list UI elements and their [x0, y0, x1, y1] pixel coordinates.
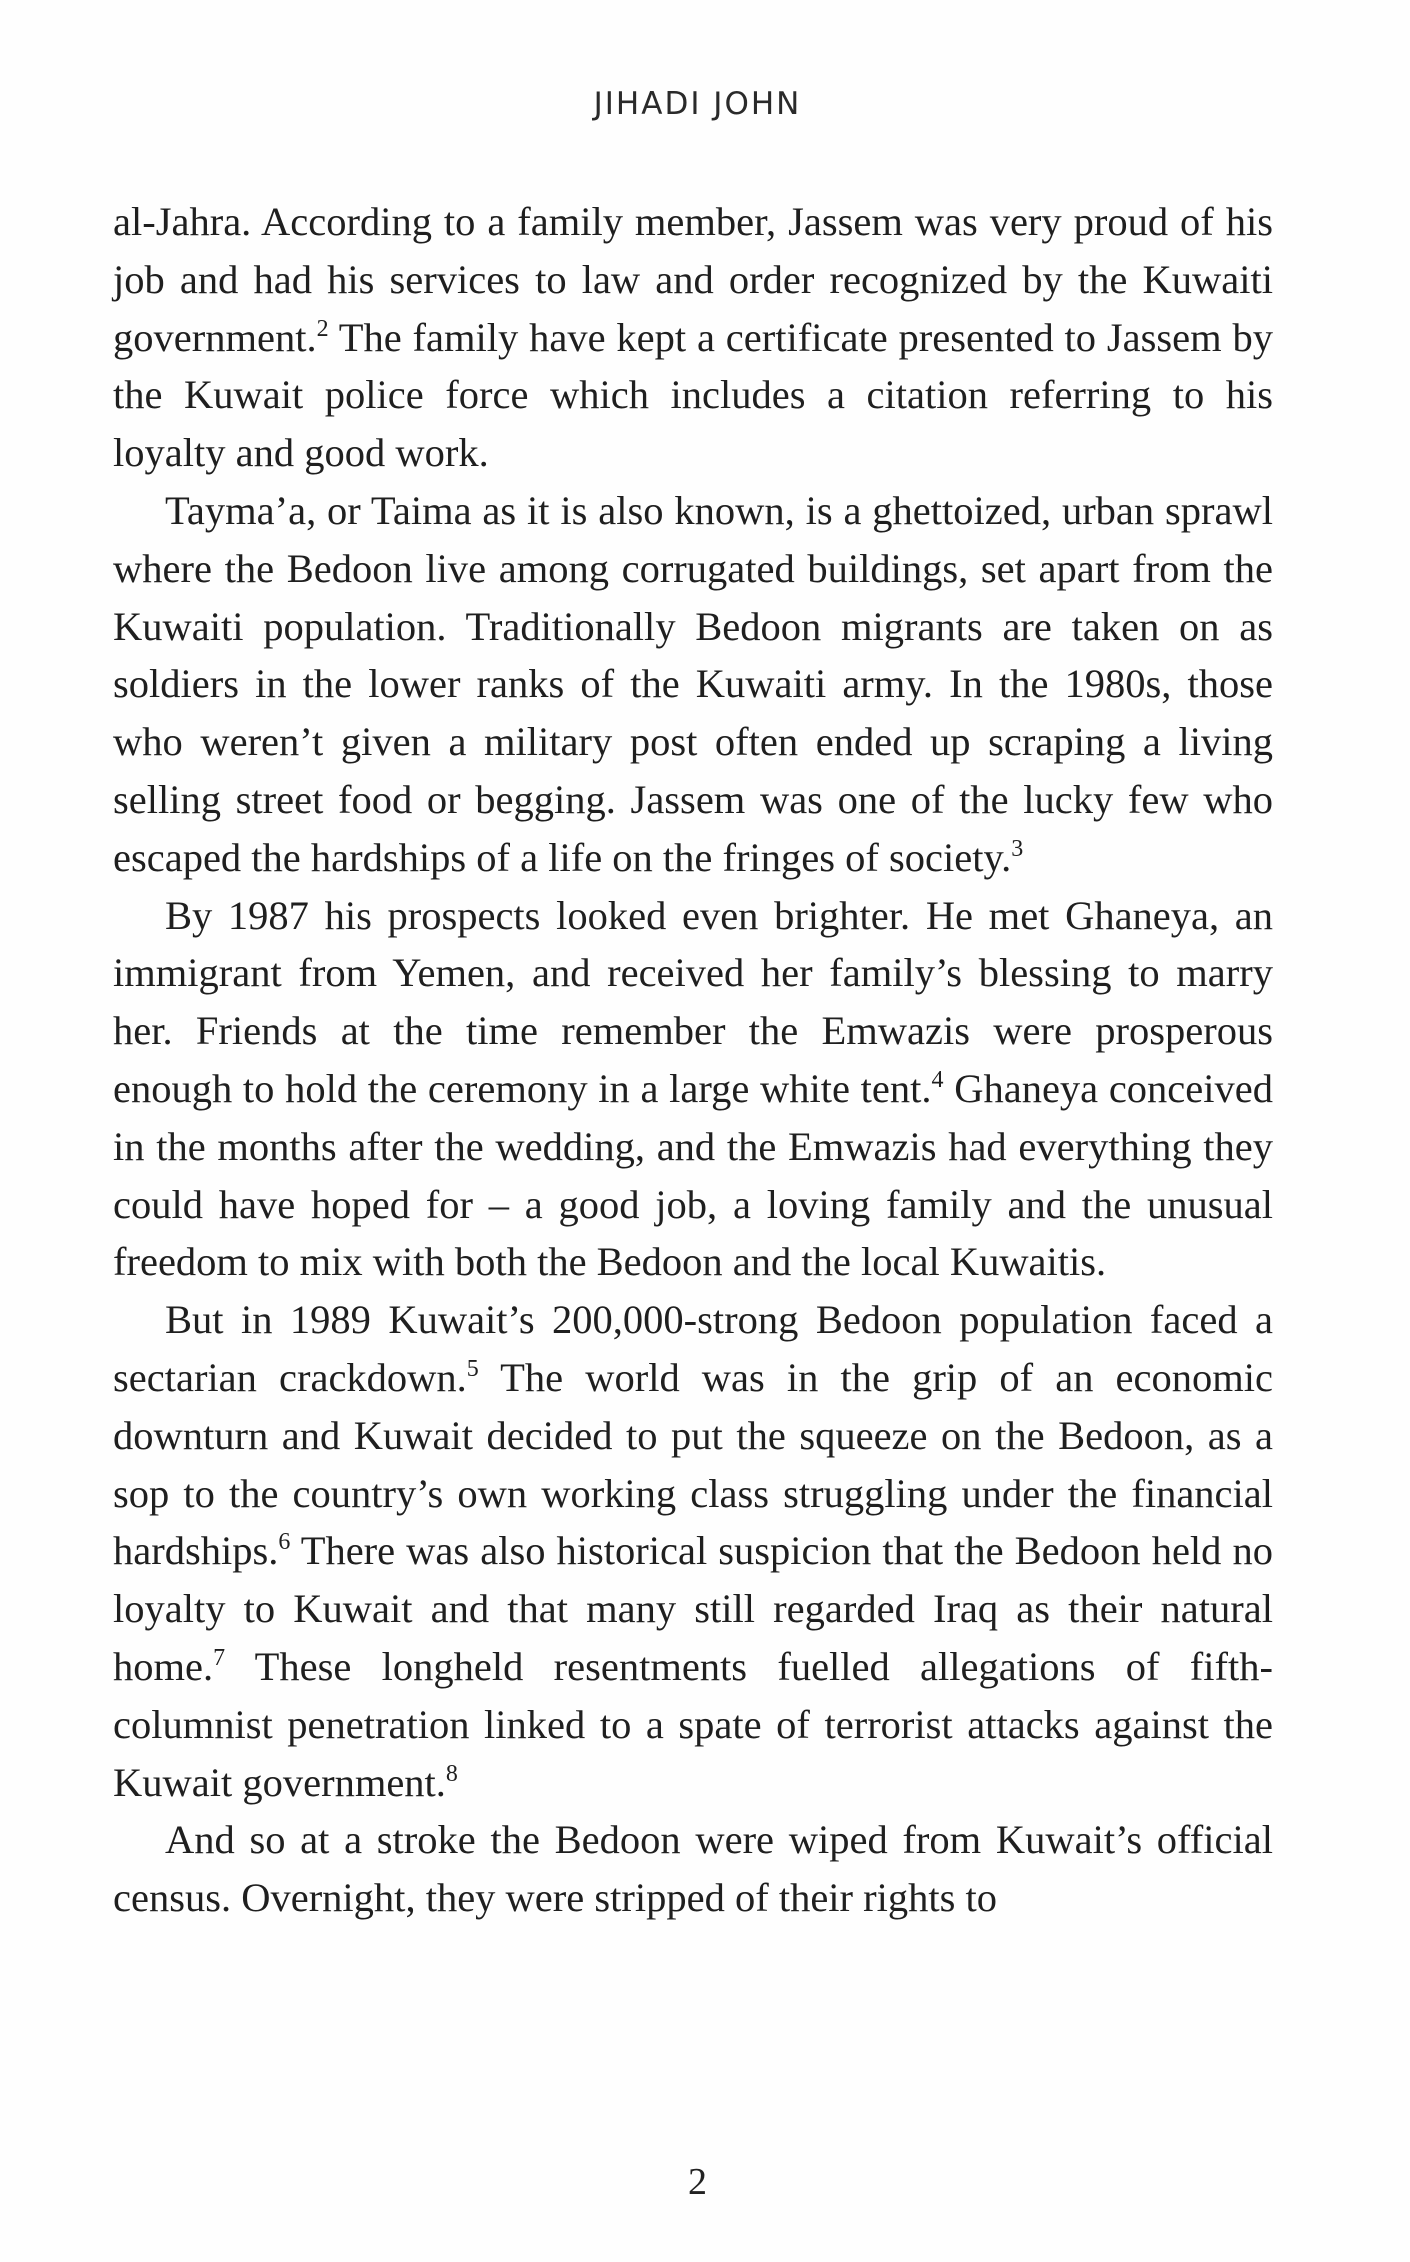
body-text [113, 193, 1273, 1927]
footnote-marker: 4 [931, 1066, 944, 1093]
paragraph [113, 1811, 1273, 1927]
paragraph [113, 887, 1273, 1292]
footnote-marker: 3 [1011, 835, 1024, 862]
text-segment: By 1987 his prospects looked even brighter. He met Ghaneya, an immigrant from Yemen, and received her family’s blessing to marry her. Friends at the time remember the Emwazis were prosperous enough to hold the ceremony in a large white tent. [113, 892, 1273, 1111]
footnote-marker: 7 [213, 1644, 226, 1671]
text-segment: Tayma’a, or Taima as it is also known, is a ghettoized, urban sprawl where the Bedoon live among corrugated buildings, set apart from the Kuwaiti population. Traditionally Bedoon migrants are taken on as soldiers in the lower ranks of the Kuwaiti army. In the 1980s, those who weren’t given a military post often ended up scraping a living selling street food or begging. Jassem was one of the lucky few who escaped the hardships of a life on the fringes of society. [113, 487, 1273, 880]
paragraph [113, 193, 1273, 482]
text-segment: And so at a stroke the Bedoon were wiped from Kuwait’s official census. Overnight, they were stripped of their rights to [113, 1817, 1273, 1921]
text-segment: The world was in the grip of an economic downturn and Kuwait decided to put the squeeze on the Bedoon, as a sop to the country’s own working class struggling under the financial hardships. [113, 1354, 1273, 1574]
footnote-marker: 6 [278, 1529, 291, 1556]
footnote-marker: 2 [316, 315, 329, 342]
page-number: 2 [688, 2161, 707, 2203]
text-segment: There was also historical suspicion that the Bedoon held no loyalty to Kuwait and that many still regarded Iraq as their natural home. [113, 1528, 1273, 1689]
text-segment: But in 1989 Kuwait’s 200,000-strong Bedoon population faced a sectarian crackdown. [113, 1297, 1273, 1400]
paragraph [113, 1291, 1273, 1811]
footnote-marker: 5 [466, 1355, 479, 1382]
paragraph [113, 482, 1273, 887]
text-segment: al-Jahra. According to a family member, Jassem was very proud of his job and had his services to law and order recognized by the Kuwaiti government. [113, 199, 1273, 360]
running-head: JIHADI JOHN [593, 86, 802, 122]
text-segment: Ghaneya conceived in the months after the wedding, and the Emwazis had everything they could have hoped for – a good job, a loving family and the unusual freedom to mix with both the Bedoon and the local Kuwaitis. [113, 1065, 1273, 1285]
footnote-marker: 8 [445, 1760, 458, 1787]
text-segment: These longheld resentments fuelled allegations of fifth-columnist penetration linked to a spate of terrorist attacks against the Kuwait government. [113, 1643, 1273, 1805]
text-segment: The family have kept a certificate presented to Jassem by the Kuwait police force which includes a citation referring to his loyalty and good work. [113, 314, 1273, 476]
